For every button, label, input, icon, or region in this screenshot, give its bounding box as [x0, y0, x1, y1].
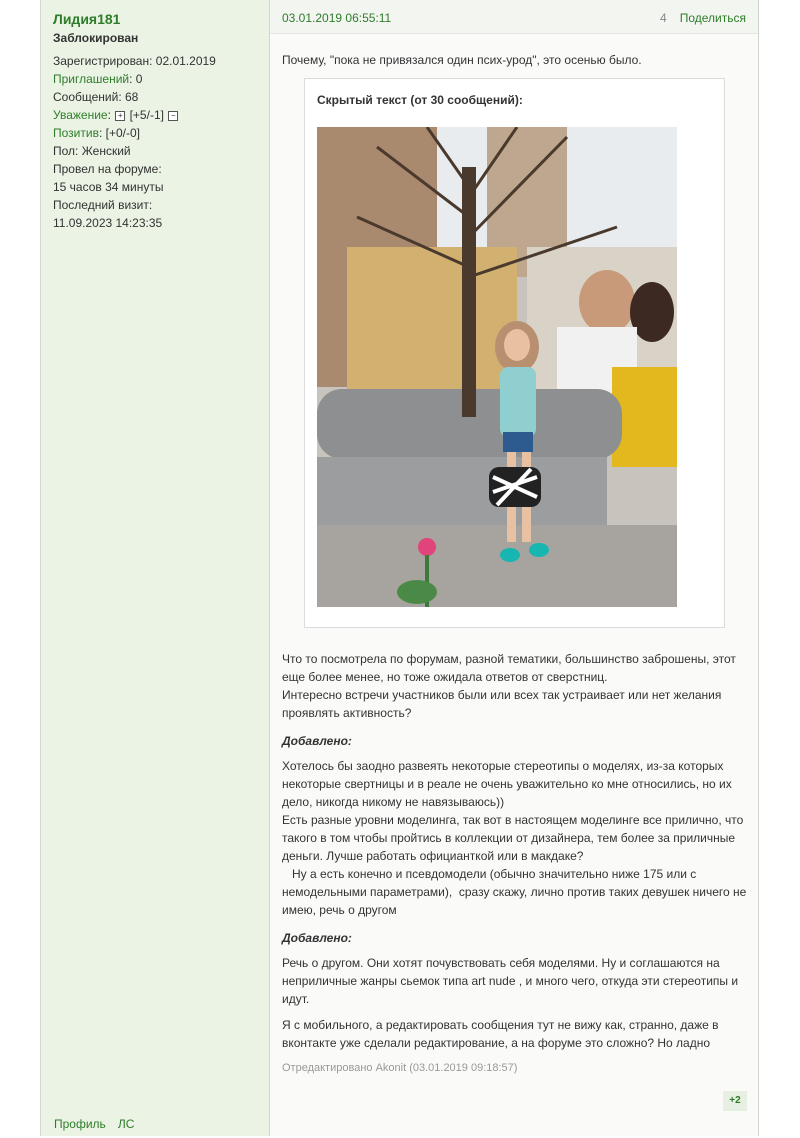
post-number: 4	[660, 11, 667, 25]
post-header	[270, 0, 758, 34]
invites-value: : 0	[129, 72, 143, 86]
share-link[interactable]: Поделиться	[679, 11, 746, 25]
username-link[interactable]: Лидия181	[53, 11, 121, 27]
invites-link[interactable]: Приглашений	[53, 72, 130, 86]
gender: Пол: Женский	[53, 144, 131, 158]
profile-link[interactable]: Профиль	[54, 1117, 106, 1131]
post-date-link[interactable]: 03.01.2019 06:55:11	[282, 11, 392, 25]
post-intro: Почему, "пока не привязался один псих-урод", это осенью было.	[282, 53, 642, 67]
invites-row	[53, 72, 142, 86]
post-paragraph-1: Что то посмотрела по форумам, разной тематики, большинство заброшены, этот еще более менее, но тоже ожидала ответов от сверстниц.	[282, 652, 736, 684]
last-visit-value: 11.09.2023 14:23:35	[53, 216, 163, 230]
positive-value: : [+0/-0]	[98, 126, 140, 140]
user-sidebar	[41, 0, 270, 1136]
private-message-link[interactable]: ЛС	[117, 1117, 135, 1131]
post-paragraph-5: Ну а есть конечно и псевдомодели (обычно значительно ниже 175 или с немодельными параметрами), сразу скажу, лично против таких девушек ничего не имею, речь о другом	[282, 867, 750, 917]
user-status: Заблокирован	[53, 31, 139, 45]
added-label-2: Добавлено:	[282, 931, 352, 945]
post-content	[270, 0, 758, 1136]
registered-date: Зарегистрирован: 02.01.2019	[53, 54, 216, 68]
vote-badge[interactable]: +2	[723, 1091, 747, 1111]
respect-minus-icon[interactable]: −	[168, 111, 178, 121]
post-paragraph-2: Интересно встречи участников были или всех так устраивает или нет желания проявлять активность?	[282, 688, 722, 720]
positive-link[interactable]: Позитив	[53, 126, 99, 140]
post-photo	[317, 127, 677, 607]
hidden-text-block	[304, 78, 725, 628]
time-on-forum-label: Провел на форуме:	[53, 162, 162, 176]
respect-value: [+5/-1]	[129, 108, 164, 122]
messages-count: Сообщений: 68	[53, 90, 139, 104]
respect-plus-icon[interactable]: +	[115, 111, 125, 121]
positive-row	[53, 126, 140, 140]
post-paragraph-4: Есть разные уровни моделинга, так вот в настоящем моделинге все прилично, что такого в том чтобы пройтись в коллекции от дизайнера, тем более за приличные деньги. Лучше работать официанткой или в макдаке?	[282, 813, 744, 863]
time-on-forum-value: 15 часов 34 минуты	[53, 180, 164, 194]
added-label-1: Добавлено:	[282, 734, 352, 748]
post-paragraph-3: Хотелось бы заодно развеять некоторые стереотипы о моделях, из-за которых некоторые свертницы и в реале не очень уважительно ко мне относились, но их дело, никогда никому не навязываюсь))	[282, 759, 732, 809]
forum-post	[40, 0, 759, 1136]
user-links	[54, 1117, 146, 1131]
respect-link[interactable]: Уважение	[53, 108, 108, 122]
spoiler-title[interactable]: Скрытый текст (от 30 сообщений):	[317, 93, 523, 107]
post-paragraph-6: Речь о другом. Они хотят почувствовать себя моделями. Ну и соглашаются на неприличные жанры сьемок типа art nude , и много чего, откуда эти стереотипы и идут.	[282, 956, 739, 1006]
edited-note: Отредактировано Akonit (03.01.2019 09:18:57)	[282, 1062, 518, 1074]
respect-row: Уважение: + [+5/-1] −	[53, 108, 179, 122]
last-visit-label: Последний визит:	[53, 198, 153, 212]
post-paragraph-7: Я с мобильного, а редактировать сообщения тут не вижу как, странно, даже в вконтакте уже сделали редактирование, а на форуме это сложно? Но ладно	[282, 1018, 719, 1050]
